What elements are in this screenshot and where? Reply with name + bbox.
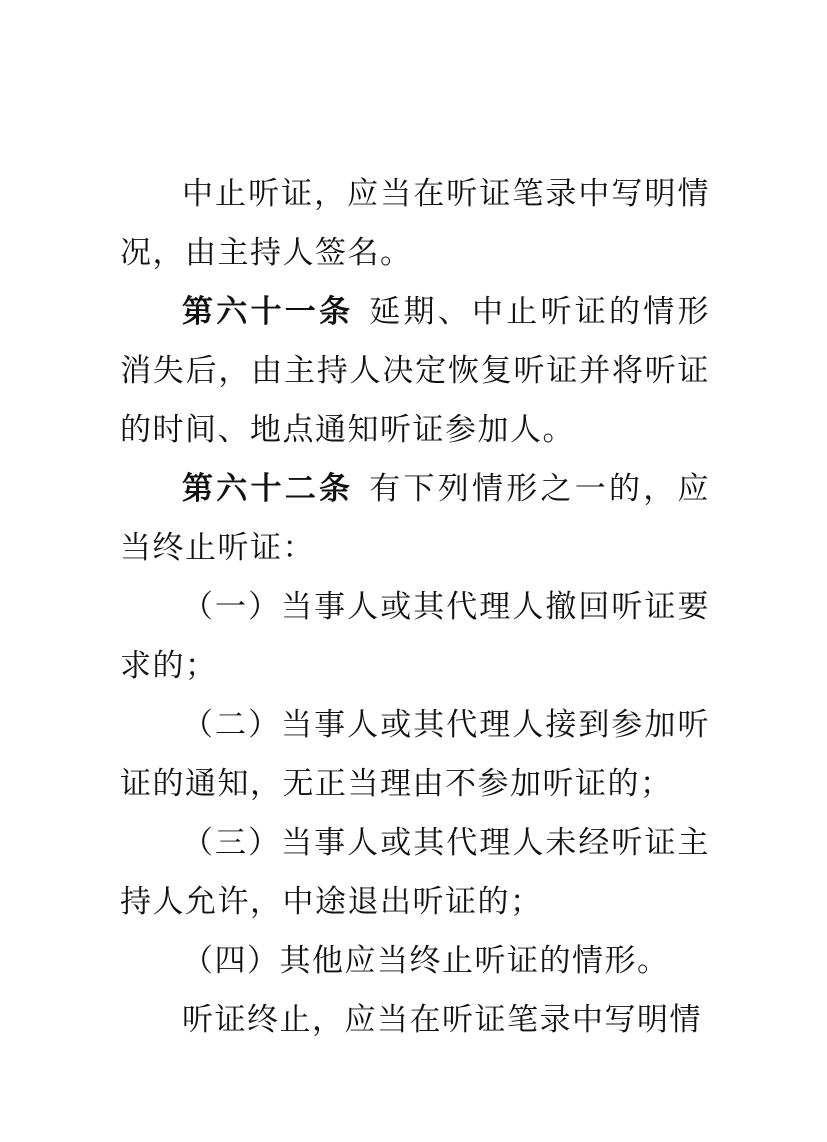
document-body [120,165,710,1050]
paragraph-text: 延期、中止听证的情形消失后，由主持人决定恢复听证并将听证的时间、地点通知听证参加人。 [120,294,710,448]
paragraph-suspend-record [120,165,710,283]
list-item-1 [120,578,710,696]
paragraph-text: 听证终止，应当在听证笔录中写明情 [182,1002,702,1038]
paragraph-text: 有下列情形之一的，应当终止听证： [120,471,710,566]
paragraph-text: （二）当事人或其代理人接到参加听证的通知，无正当理由不参加听证的； [120,707,710,802]
paragraph-text: （四）其他应当终止听证的情形。 [182,943,670,979]
paragraph-article-62 [120,460,710,578]
paragraph-text: （一）当事人或其代理人撤回听证要求的； [120,589,710,684]
list-item-3 [120,814,710,932]
list-item-4 [120,932,710,991]
article-number: 第六十二条 [182,471,354,507]
paragraph-text: 中止听证，应当在听证笔录中写明情况，由主持人签名。 [120,176,710,271]
paragraph-termination-record [120,991,710,1050]
paragraph-article-61 [120,283,710,460]
paragraph-text: （三）当事人或其代理人未经听证主持人允许，中途退出听证的； [120,825,710,920]
list-item-2 [120,696,710,814]
article-number: 第六十一条 [182,294,354,330]
